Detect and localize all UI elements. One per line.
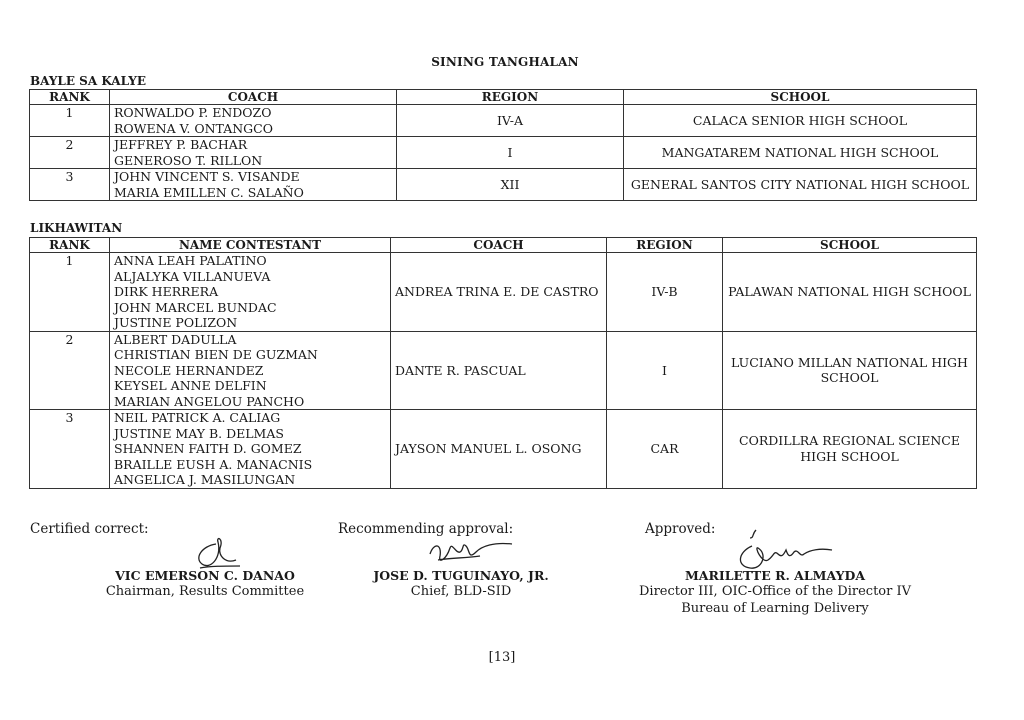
column-header-rank: RANK [30,238,110,253]
table-row [30,331,977,410]
coach-name: MARIA EMILLEN C. SALAÑO [114,184,304,200]
contestant-name: CHRISTIAN BIEN DE GUZMAN [114,347,318,362]
signatory-name-danao: VIC EMERSON C. DANAO [115,568,295,583]
contestant-name: JUSTINE MAY B. DELMAS [114,425,284,441]
contestant-name: ALJALYKA VILLANUEVA [114,268,271,284]
coach-name: GENEROSO T. RILLON [114,152,263,168]
column-header-region: REGION [397,90,624,105]
contestants-cell [110,410,391,489]
coach-cell [110,137,397,169]
column-header-rank: RANK [30,90,110,105]
table-row [30,253,977,332]
school-cell: PALAWAN NATIONAL HIGH SCHOOL [723,253,977,332]
section-title-bayle-sa-kalye: BAYLE SA KALYE [30,74,146,88]
coach-cell: JAYSON MANUEL L. OSONG [391,410,607,489]
contestant-name: BRAILLE EUSH A. MANACNIS [114,456,313,472]
signatory-role-tuguinayo: Chief, BLD-SID [410,584,512,599]
rank-cell: 1 [30,253,110,332]
table-header-row [30,90,977,105]
signatory-name-tuguinayo: JOSE D. TUGUINAYO, JR. [373,568,549,583]
signature-almayda [728,524,838,574]
table-row [30,137,977,169]
coach-cell: ANDREA TRINA E. DE CASTRO [391,253,607,332]
page-number: [13] [488,650,516,665]
column-header-school: SCHOOL [624,90,977,105]
contestant-name: KEYSEL ANNE DELFIN [114,378,267,393]
contestant-name: SHANNEN FAITH D. GOMEZ [114,441,302,456]
contestant-name: ANGELICA J. MASILUNGAN [114,472,296,487]
contestant-name: NECOLE HERNANDEZ [114,362,264,378]
likhawitan-table [29,237,977,489]
rank-cell: 3 [30,169,110,201]
signatory-role-almayda: Director III, OIC-Office of the Director IV [638,584,911,599]
school-cell: GENERAL SANTOS CITY NATIONAL HIGH SCHOOL [624,169,977,201]
table-row [30,410,977,489]
school-cell: MANGATAREM NATIONAL HIGH SCHOOL [624,137,977,169]
document-title: SINING TANGHALAN [431,55,579,69]
coach-name: JOHN VINCENT S. VISANDE [114,169,300,184]
region-cell: I [397,137,624,169]
recommending-approval-label: Recommending approval: [338,521,514,537]
region-cell: IV-B [607,253,723,332]
column-header-coach: COACH [110,90,397,105]
coach-cell [110,105,397,137]
contestants-cell [110,253,391,332]
signatory-role-danao: Chairman, Results Committee [105,584,305,599]
column-header-name-contestant: NAME CONTESTANT [110,238,391,253]
contestant-name: ANNA LEAH PALATINO [114,253,267,268]
contestant-name: MARIAN ANGELOU PANCHO [114,393,305,409]
school-cell: CORDILLRA REGIONAL SCIENCE HIGH SCHOOL [723,410,977,489]
signatory-office-almayda: Bureau of Learning Delivery [681,601,869,616]
rank-cell: 1 [30,105,110,137]
signatory-name-almayda: MARILETTE R. ALMAYDA [684,568,866,583]
rank-cell: 2 [30,137,110,169]
bayle-sa-kalye-table [29,89,977,201]
signature-tuguinayo [420,534,520,570]
coach-cell: DANTE R. PASCUAL [391,331,607,410]
region-cell: I [607,331,723,410]
table-row [30,169,977,201]
contestant-name: JUSTINE POLIZON [114,315,238,330]
region-cell: XII [397,169,624,201]
table-row [30,105,977,137]
approved-label: Approved: [645,521,716,537]
coach-name: RONWALDO P. ENDOZO [114,105,272,120]
column-header-coach: COACH [391,238,607,253]
contestant-name: ALBERT DADULLA [114,331,237,347]
rank-cell: 3 [30,410,110,489]
certified-correct-label: Certified correct: [30,521,149,537]
contestants-cell [110,331,391,410]
rank-cell: 2 [30,331,110,410]
coach-name: JEFFREY P. BACHAR [114,137,248,152]
region-cell: CAR [607,410,723,489]
contestant-name: NEIL PATRICK A. CALIAG [114,410,281,425]
section-title-likhawitan: LIKHAWITAN [30,221,123,235]
school-cell: CALACA SENIOR HIGH SCHOOL [624,105,977,137]
table-header-row [30,238,977,253]
coach-name: ROWENA V. ONTANGCO [114,120,273,136]
contestant-name: JOHN MARCEL BUNDAC [114,299,277,315]
column-header-region: REGION [607,238,723,253]
school-cell: LUCIANO MILLAN NATIONAL HIGH SCHOOL [723,331,977,410]
column-header-school: SCHOOL [723,238,977,253]
coach-cell [110,169,397,201]
contestant-name: DIRK HERRERA [114,284,219,299]
region-cell: IV-A [397,105,624,137]
